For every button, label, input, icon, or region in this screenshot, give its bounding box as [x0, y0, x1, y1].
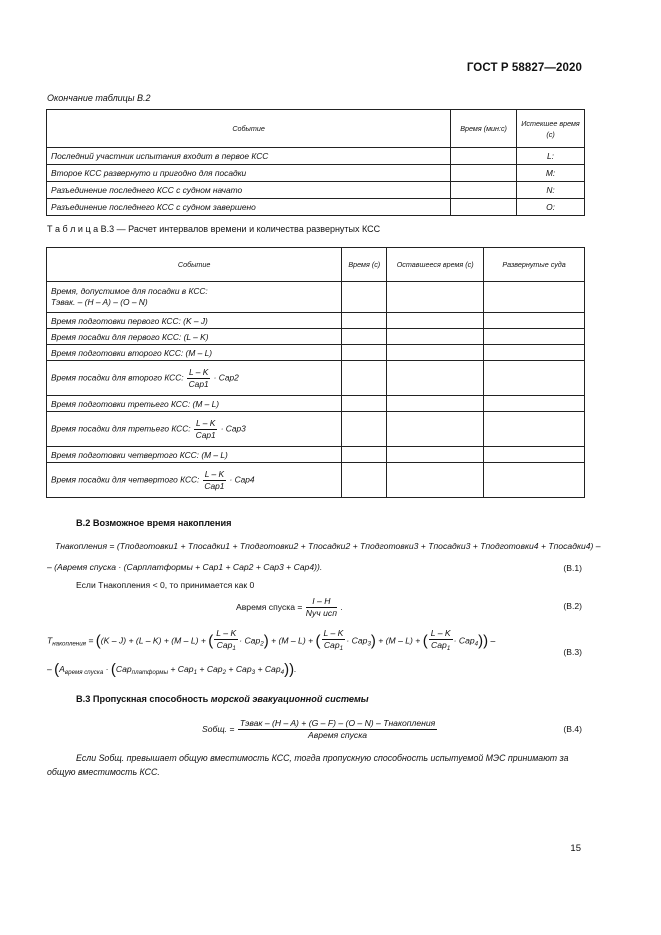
table-row: [47, 199, 585, 216]
fraction: $\frac{L - K}{\text{Cap1}}$: [188, 366, 209, 389]
fraction: $\frac{\text{Tэвак – (H – A) + (G – F) – (O – N) – Tнакопления}}{\text{Aвремя спуска}}$: [239, 718, 436, 740]
fraction: $\frac{L - K}{\text{Cap1}}$: [204, 468, 225, 491]
equation-b1-line2: – (Aвремя спуска · (Capплатформы + Cap1 + Cap2 + Cap3 + Cap4)).: [47, 562, 323, 572]
table-b3-header-event: Событие: [47, 248, 342, 282]
table-row: [47, 345, 585, 361]
table-cell: [451, 165, 517, 182]
table-cell: M:: [517, 165, 585, 182]
table-row: [47, 329, 585, 345]
row-formula-tail: · Cap3: [220, 423, 246, 434]
table-b3-header-time: Время (с): [342, 248, 387, 282]
row-formula-tail: · Cap2: [213, 372, 239, 383]
equation-b1-number: (В.1): [563, 563, 582, 573]
table-row: [47, 447, 585, 463]
table-b2-caption: Окончание таблицы В.2: [47, 93, 151, 103]
equation-b2: Aвремя спуска = $\frac{I - H}{\text{Nуч исп}}$ .: [236, 596, 343, 618]
table-cell: L:: [517, 148, 585, 165]
table-cell: [451, 199, 517, 216]
equation-b2-lhs: Aвремя спуска =: [236, 601, 303, 612]
table-b2: [46, 109, 585, 216]
equation-b3: $T_{накопления} = ((K - J) + (L - K) + (M - L)$ + ( $\frac{L - K}{Cap_1}$ · Cap$_2$) + (M – L) + ( $\frac{L - K}{Cap_1}$ · Cap$_3$) + (M – L) + ( $\frac{L - K}{Cap_1}$ · Cap$_4$)) –: [47, 628, 496, 652]
row-formula: Tэвак. – (H – A) – (O – N): [51, 297, 148, 307]
table-cell: [451, 182, 517, 199]
table-row: [47, 463, 585, 498]
table-cell: N:: [517, 182, 585, 199]
table-b3-caption: Т а б л и ц а В.3 — Расчет интервалов времени и количества развернутых КСС: [47, 224, 381, 234]
page-number: 15: [570, 843, 581, 854]
equation-b4-lhs: Sобщ. =: [202, 723, 235, 734]
equation-b4: [202, 718, 438, 741]
table-row: [47, 412, 585, 447]
equation-b4-number: (В.4): [563, 724, 582, 734]
table-cell: Второе КСС развернуто и пригодно для посадки: [47, 165, 451, 182]
equation-b2-number: (В.2): [563, 601, 582, 611]
table-row: [47, 148, 585, 165]
table-row: [47, 396, 585, 412]
equation-b1-line1: Tнакопления = (Tподготовки1 + Tпосадки1 + Tподготовки2 + Tпосадки2 + Tподготовки3 + Tпосадки3 + Tподготовки4 + Tпосадки4) –: [55, 541, 601, 551]
table-b2-header-elapsed: Истекшее время (с): [517, 110, 585, 148]
row-formula-tail: · Cap4: [229, 474, 255, 485]
fraction: $\frac{L - K}{\text{Cap1}}$: [195, 417, 216, 440]
equation-b1-note: Если Tнакопления < 0, то принимается как 0: [76, 580, 255, 590]
table-row: [47, 165, 585, 182]
equation-b3-line2: – $(A_{время спуска} \cdot (Cap_{платформы} + Cap_1 + Cap_2 + Cap_3 + Cap_4))$.: [47, 661, 297, 678]
row-text: Время посадки для четвертого КСС:: [51, 474, 200, 485]
row-text: Время подготовки третьего КСС: (M – L): [47, 396, 342, 412]
table-row: [47, 282, 585, 313]
standard-header: ГОСТ Р 58827—2020: [466, 62, 582, 74]
table-b3-header-deployed: Развернутые суда: [484, 248, 585, 282]
row-text: Время подготовки второго КСС: (M – L): [47, 345, 342, 361]
row-text: Время посадки для третьего КСС:: [51, 423, 191, 434]
table-cell: Разъединение последнего КСС с судном завершено: [47, 199, 451, 216]
table-row: [47, 361, 585, 396]
fraction: $\frac{I - H}{\text{Nуч исп}}$: [305, 596, 337, 618]
row-text: Время посадки для первого КСС: (L – K): [47, 329, 342, 345]
row-text: Время подготовки четвертого КСС: (M – L): [47, 447, 342, 463]
equation-b3-number: (В.3): [563, 647, 582, 657]
conclusion-paragraph: Если Sобщ. превышает общую вместимость КСС, тогда пропускную способность испытуемой МЭС принимают за общую вместимость КСС.: [47, 753, 569, 777]
table-cell: Разъединение последнего КСС с судном начато: [47, 182, 451, 199]
table-b2-header-time: Время (мин:с): [451, 110, 517, 148]
table-b2-header-event: Событие: [47, 110, 451, 148]
table-cell: [451, 148, 517, 165]
row-text: Время подготовки первого КСС: (K – J): [47, 313, 342, 329]
table-b3-header-remaining: Оставшееся время (с): [387, 248, 484, 282]
row-text: Время, допустимое для посадки в КСС:: [51, 286, 208, 296]
table-row: [47, 313, 585, 329]
section-b2-title: В.2 Возможное время накопления: [76, 518, 232, 528]
table-cell: Последний участник испытания входит в первое КСС: [47, 148, 451, 165]
table-cell: O:: [517, 199, 585, 216]
table-row: [47, 182, 585, 199]
section-b3-title: В.3 Пропускная способность морской эвакуационной системы: [76, 694, 369, 704]
row-text: Время посадки для второго КСС:: [51, 372, 184, 383]
table-b3: [46, 247, 585, 498]
